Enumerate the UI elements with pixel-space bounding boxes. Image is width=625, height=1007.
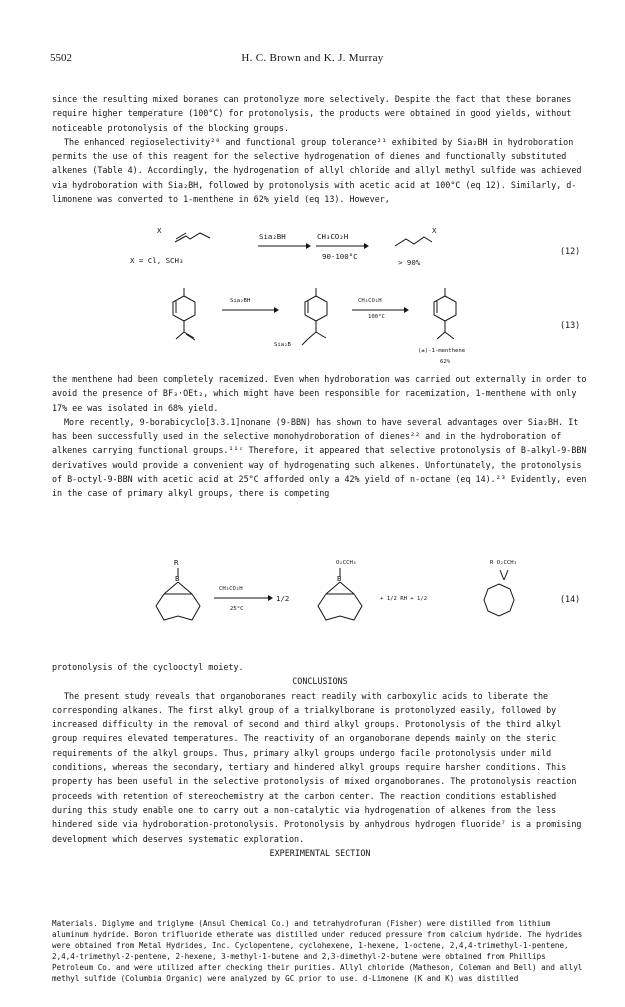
running-header <box>50 52 575 66</box>
text-block-top <box>52 92 588 206</box>
eq12-number: (12) <box>560 246 581 256</box>
eq12-x-label-right: X <box>432 226 437 235</box>
eq14-condition: 25°C <box>230 606 244 612</box>
author-names: H. C. Brown and K. J. Murray <box>241 52 384 64</box>
eq14-reagent: CH₃CO₂H <box>219 586 243 592</box>
eq12-reagent-1: Sia₂BH <box>259 232 286 241</box>
eq14-structures <box>52 560 588 640</box>
eq12-yield: > 90% <box>398 258 421 267</box>
equation-14 <box>52 560 588 640</box>
eq14-r-label: R <box>174 558 179 567</box>
limonene-structure <box>173 288 195 340</box>
eq12-condition: 90-100°C <box>322 252 358 261</box>
paragraph-2: The enhanced regioselectivity²⁰ and functional group tolerance²¹ exhibited by Sia₂BH in hydroboration permits the use of this reagent for the selective hydrogenation of dienes and functionally substituted alkenes (Table 4). Accordingly, the hydrogenation of allyl chloride and allyl methyl sulfide was achieved via hydroboration with Sia₂BH, followed by protonolysis with acetic acid at 100°C (eq 12). Similarly, d-limonene was converted to 1-menthene in 62% yield (eq 13). However, <box>52 136 582 205</box>
eq13-reagent-1: Sia₂BH <box>230 298 251 304</box>
text-block-bottom <box>52 660 588 860</box>
eq13-yield: 62% <box>440 359 451 365</box>
eq13-number: (13) <box>560 320 581 330</box>
intermediate-structure <box>302 288 327 345</box>
eq14-number: (14) <box>560 594 581 604</box>
eq14-b-label-2: B <box>337 574 342 583</box>
eq14-coefficient: 1/2 <box>276 594 290 603</box>
eq14-r-acetoxy-label: R O₂CCH₃ <box>490 560 517 566</box>
eq13-intermediate-label: Sia₂B <box>274 342 291 348</box>
experimental-paragraph: Materials. Diglyme and triglyme (Ansul Chemical Co.) and tetrahydrofuran (Fisher) were distilled from lithium aluminum hydride. Boron trifluoride etherate was distilled under reduced pressure from calcium hydride. The hydrides were obtained from Metal Hydrides, Inc. Cyclopentene, cyclohexene, 1-hexene, 1-octene, 2,4,4-trimethyl-1-pentene, 2,4,4-trimethyl-2-pentene, 2-hexene, 3-methyl-1-butene and 2,3-dimethyl-2-butene were obtained from Phillips Petroleum Co. and were utilized after checking their purities. Allyl chloride (Matheson, Coleman and Bell) and allyl methyl sulfide (Columbia Organic) were analyzed by GC prior to use. d-Limonene (K and K) was distilled <box>52 919 583 983</box>
conclusions-paragraph: The present study reveals that organoboranes react readily with carboxylic acids to liberate the corresponding alkanes. The first alkyl group of a trialkylborane is protonolyzed easily, followed by increased difficulty in the removal of second and third alkyl groups. Protonolysis of the third alkyl group requires elevated temperatures. The reactivity of an organoborane depends mainly on the steric requirements of the alkyl groups. Thus, primary alkyl groups undergo facile protonolysis under mild conditions, whereas the secondary, tertiary and hindered alkyl groups require harsher conditions. This property has been useful in the selective protonolysis of mixed organoboranes. The protonolysis reaction proceeds with retention of stereochemistry at the carbon center. The reaction conditions established during this study enable one to carry out a non-catalytic via hydrogenation of alkenes from the less hindered side via hydroboration-protonolysis. Protonolysis by anhydrous hydrogen fluoride⁷ is a promising development which deserves systematic exploration. <box>52 690 582 844</box>
paragraph-4: More recently, 9-borabicyclo[3.3.1]nonane (9-BBN) has shown to have several advantages over Sia₂BH. It has been successfully used in the selective monohydroboration of dienes²² and in the hydroboration of alkenes carrying functional groups.¹¹ᶜ Therefore, it appeared that selective protonolysis of B-alkyl-9-BBN derivatives would provide a convenient way of hydrogenating such alkenes. Unfortunately, the protonolysis of B-octyl-9-BBN with acetic acid at 25°C afforded only a 42% yield of n-octane (eq 14).²³ Evidently, even in the case of primary alkyl groups, there is competing <box>52 416 587 499</box>
text-block-middle <box>52 372 588 501</box>
eq13-product-name: (±)-1-menthene <box>418 348 466 354</box>
eq13-structures <box>52 288 588 368</box>
page-number: 5502 <box>50 52 72 64</box>
experimental-heading: EXPERIMENTAL SECTION <box>269 847 371 858</box>
eq14-b-label: B <box>175 574 180 583</box>
paragraph-1: since the resulting mixed boranes can protonolyze more selectively. Despite the fact that these boranes require higher temperature (100°C) for protonolysis, the products were obtained in good yields, without noticeable protonolysis of the blocking groups. <box>52 94 572 133</box>
eq12-x-label-left: X <box>157 226 162 235</box>
eq14-acetoxy-label: O₂CCH₃ <box>336 560 357 566</box>
eq14-byproducts: + 1/2 RH + 1/2 <box>380 596 428 602</box>
eq12-reagent-2: CH₃CO₂H <box>317 232 349 241</box>
product-chain <box>395 237 432 246</box>
paragraph-3: the menthene had been completely racemized. Even when hydroboration was carried out externally in order to avoid the presence of BF₃·OEt₂, which might have been responsible for racemization, 1-menthene with only 17% ee was isolated in 68% yield. <box>52 374 587 413</box>
paragraph-5: protonolysis of the cyclooctyl moiety. <box>52 662 244 672</box>
equation-12 <box>52 222 588 282</box>
conclusions-heading: CONCLUSIONS <box>292 676 348 687</box>
eq13-condition: 100°C <box>368 314 385 320</box>
eq13-reagent-2: CH₃CO₂H <box>358 298 382 304</box>
menthene-structure <box>434 288 456 339</box>
eq12-structures <box>52 222 588 282</box>
equation-13 <box>52 288 588 368</box>
cyclooctyl-borinate-structure <box>484 570 514 616</box>
allyl-x-reactant <box>175 233 210 242</box>
eq12-x-definition: X = Cl, SCH₃ <box>130 256 184 265</box>
